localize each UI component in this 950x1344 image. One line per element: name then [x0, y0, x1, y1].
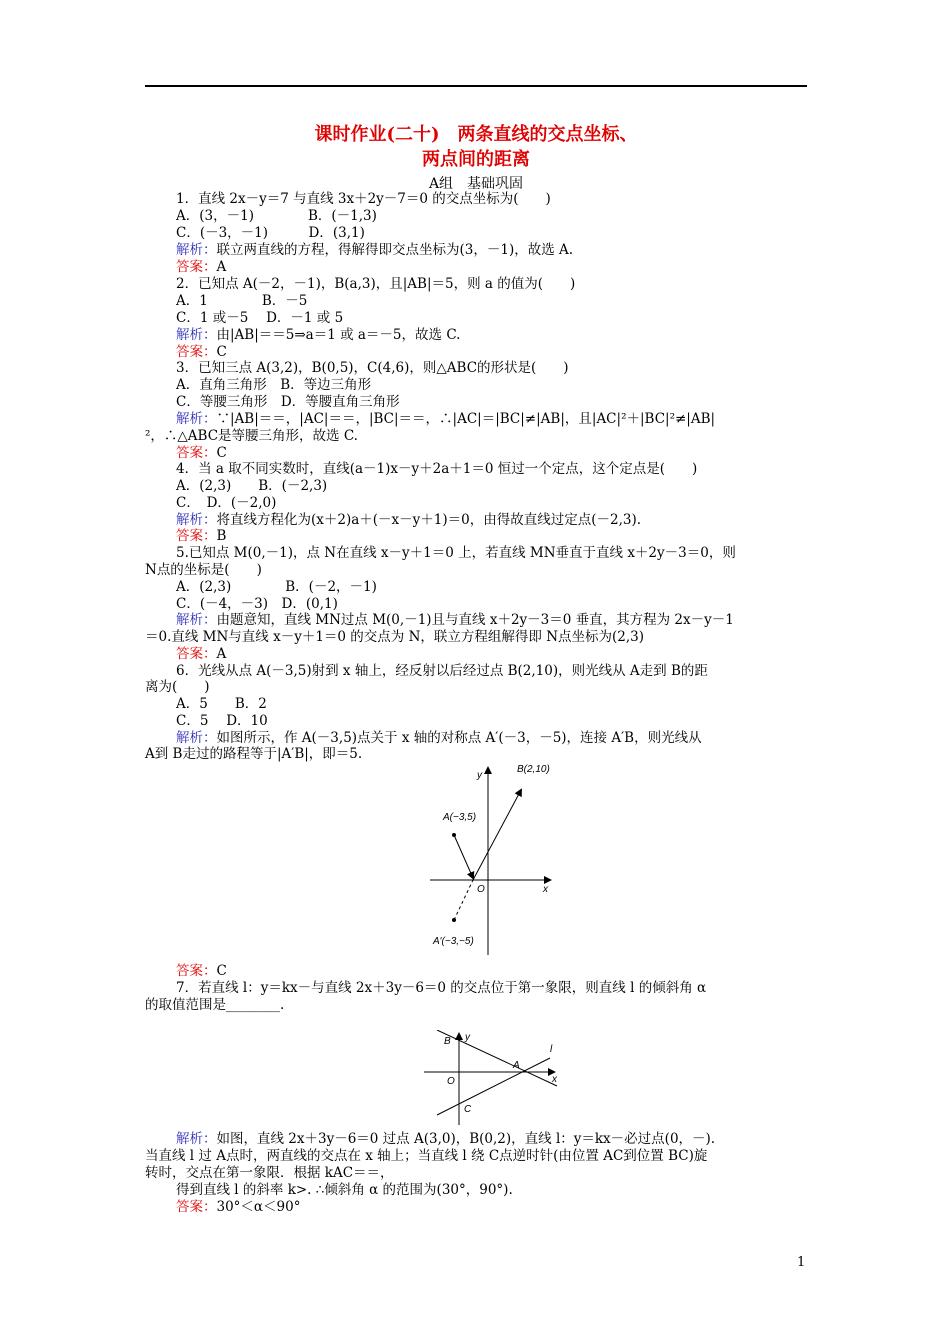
label-x: x: [543, 884, 548, 895]
line-text: A．直角三角形 B．等边三角形: [176, 377, 372, 393]
text-line: [176, 980, 706, 997]
text-line: [145, 428, 358, 445]
line-text: 7．若直线 l：y＝kx－与直线 2x＋3y－6＝0 的交点位于第一象限，则直线 l 的倾斜角 α: [176, 980, 707, 996]
line-text: 由|AB|＝＝5⇒a＝1 或 a＝－5，故选 C.: [216, 327, 461, 343]
text-line: [176, 696, 267, 713]
text-line: [145, 562, 262, 579]
text-line: [176, 411, 715, 428]
text-line: [176, 663, 708, 680]
text-line: [176, 276, 575, 293]
text-line: [176, 1182, 513, 1199]
line-text: 4．当 a 取不同实数时，直线(a－1)x－y＋2a＋1＝0 恒过一个定点，这个定点是( ): [176, 461, 698, 477]
answer-label: 答案：: [176, 344, 217, 360]
page-number: 1: [797, 1255, 806, 1270]
line-text: 联立两直线的方程，得解得即交点坐标为(3，－1)，故选 A.: [216, 242, 574, 258]
analysis-label: 解析：: [176, 1131, 217, 1147]
line-text: A．5 B．2: [176, 696, 267, 712]
text-line: [176, 293, 307, 310]
line-text: 由题意知，直线 MN过点 M(0,－1)且与直线 x＋2y－3＝0 垂直，其方程为 2x－y－1: [216, 612, 734, 628]
label-y: y: [477, 770, 482, 781]
text-line: [176, 225, 365, 242]
text-line: [176, 646, 226, 663]
text-line: [176, 579, 377, 596]
text-line: [145, 746, 362, 763]
text-line: [176, 545, 736, 562]
text-line: [145, 1165, 394, 1182]
label-a-prime: A′(−3,−5): [433, 936, 474, 947]
text-line: [145, 997, 284, 1014]
text-line: [176, 242, 573, 259]
line-text: C: [216, 344, 227, 360]
text-line: [176, 445, 227, 462]
answer-label: 答案：: [176, 1199, 217, 1215]
line-text: C．1 或－5 D．－1 或 5: [176, 310, 344, 326]
line-text: 30°＜α＜90°: [216, 1199, 301, 1215]
line-text: 得到直线 l 的斜率 k>. ∴倾斜角 α 的范围为(30°，90°).: [176, 1182, 513, 1198]
line-text: 将直线方程化为(x＋2)a＋(－x－y＋1)＝0，由得故直线过定点(－2,3).: [216, 512, 642, 528]
group-heading: A组 基础巩固: [428, 176, 524, 192]
line-text: A．1 B．－5: [176, 293, 308, 309]
line-text: A: [216, 646, 227, 662]
reflection-figure: [425, 760, 560, 960]
analysis-label: 解析：: [176, 327, 217, 343]
text-line: [176, 495, 276, 512]
text-line: [176, 1199, 300, 1216]
line-text: ＝0.直线 MN与直线 x－y＋1＝0 的交点为 N，联立方程组解得即 N点坐标为(2,3): [145, 629, 645, 645]
label-b: B(2,10): [517, 764, 550, 775]
analysis-label: 解析：: [176, 411, 217, 427]
text-line: [176, 344, 227, 361]
text-line: [145, 1148, 707, 1165]
answer-label: 答案：: [176, 259, 217, 275]
line-text: C．等腰三角形 D．等腰直角三角形: [176, 394, 400, 410]
intersection-figure: [422, 1030, 567, 1128]
line-text: C: [216, 445, 227, 461]
text-line: [176, 478, 327, 495]
fig2-label-x: x: [552, 1074, 557, 1085]
line-text: 当直线 l 过 A点时，两直线的交点在 x 轴上；当直线 l 绕 C点逆时针(由位置 AC到位置 BC)旋: [145, 1148, 708, 1164]
text-line: [176, 259, 226, 276]
analysis-label: 解析：: [176, 612, 217, 628]
page-title: 课时作业(二十) 两条直线的交点坐标、: [314, 124, 638, 145]
line-text: A: [216, 259, 227, 275]
fig2-label-c: C: [464, 1104, 472, 1115]
page-title-line2: 两点间的距离: [422, 149, 530, 170]
line-text: C．5 D．10: [176, 713, 268, 729]
line-text: A．(3，－1) B．(－1,3): [176, 208, 377, 224]
label-o: O: [477, 884, 485, 895]
line-text: C． D．(－2,0): [176, 495, 277, 511]
analysis-label: 解析：: [176, 730, 217, 746]
line-text: C．(－3，－1) D．(3,1): [176, 225, 365, 241]
line-text: A到 B走过的路程等于|A′B|，即＝5.: [145, 746, 363, 762]
line-text: 如图所示，作 A(－3,5)点关于 x 轴的对称点 A′(－3，－5)，连接 A′B，则光线从: [216, 730, 702, 746]
text-line: [176, 208, 377, 225]
answer-label: 答案：: [176, 445, 217, 461]
text-line: [145, 679, 210, 696]
line-text: ∵|AB|＝＝，|AC|＝＝，|BC|＝＝，∴|AC|＝|BC|≠|AB|，且|AC|²＋|BC|²≠|AB|: [216, 411, 716, 427]
line-text: 离为( ): [145, 679, 210, 695]
text-line: [176, 730, 702, 747]
fig2-label-b: B: [444, 1036, 451, 1047]
line-text: C．(－4，－3) D．(0,1): [176, 596, 338, 612]
header-rule: [145, 85, 807, 87]
line-text: 6．光线从点 A(－3,5)射到 x 轴上，经反射以后经过点 B(2,10)，则光线从 A走到 B的距: [176, 663, 708, 679]
line-text: 的取值范围是________.: [145, 997, 285, 1013]
answer-label: 答案：: [176, 963, 217, 979]
fig2-label-o: O: [447, 1076, 455, 1087]
line-text: B: [216, 528, 227, 544]
fig2-label-l: l: [550, 1044, 553, 1055]
fig2-label-a: A: [513, 1060, 520, 1071]
text-line: [176, 327, 460, 344]
text-line: [145, 629, 644, 646]
text-line: [176, 713, 268, 730]
line-text: ²，∴△ABC是等腰三角形，故选 C.: [145, 428, 358, 444]
line-text: 3．已知三点 A(3,2)，B(0,5)，C(4,6)，则△ABC的形状是( ): [176, 360, 569, 376]
text-line: [176, 310, 343, 327]
line-text: 2．已知点 A(－2，－1)，B(a,3)，且|AB|＝5，则 a 的值为( ): [176, 276, 576, 292]
text-line: [176, 512, 641, 529]
fig2-label-y: y: [465, 1032, 470, 1043]
text-line: [176, 596, 338, 613]
line-text: A．(2,3) B．(－2，－1): [176, 579, 377, 595]
answer-label: 答案：: [176, 646, 217, 662]
line-text: 5.已知点 M(0,－1)，点 N在直线 x－y＋1＝0 上，若直线 MN垂直于直线 x＋2y－3＝0，则: [176, 545, 736, 561]
text-line: [176, 612, 734, 629]
text-line: [176, 394, 400, 411]
analysis-label: 解析：: [176, 512, 217, 528]
line-text: 转时，交点在第一象限．根据 kAC＝＝，: [145, 1165, 394, 1181]
line-text: A．(2,3) B．(－2,3): [176, 478, 328, 494]
text-line: [176, 191, 551, 208]
line-text: 1．直线 2x－y＝7 与直线 3x＋2y－7＝0 的交点坐标为( ): [176, 191, 551, 207]
label-a: A(−3,5): [443, 812, 477, 823]
line-text: N点的坐标是( ): [145, 562, 262, 578]
text-line: [176, 360, 569, 377]
text-line: [176, 377, 371, 394]
text-line: [176, 461, 697, 478]
text-line: [176, 963, 227, 980]
text-line: [176, 1131, 715, 1148]
answer-label: 答案：: [176, 528, 217, 544]
text-line: [176, 528, 226, 545]
analysis-label: 解析：: [176, 242, 217, 258]
line-text: 如图，直线 2x＋3y－6＝0 过点 A(3,0)，B(0,2)，直线 l：y＝kx－必过点(0，－).: [216, 1131, 716, 1147]
line-text: C: [216, 963, 227, 979]
